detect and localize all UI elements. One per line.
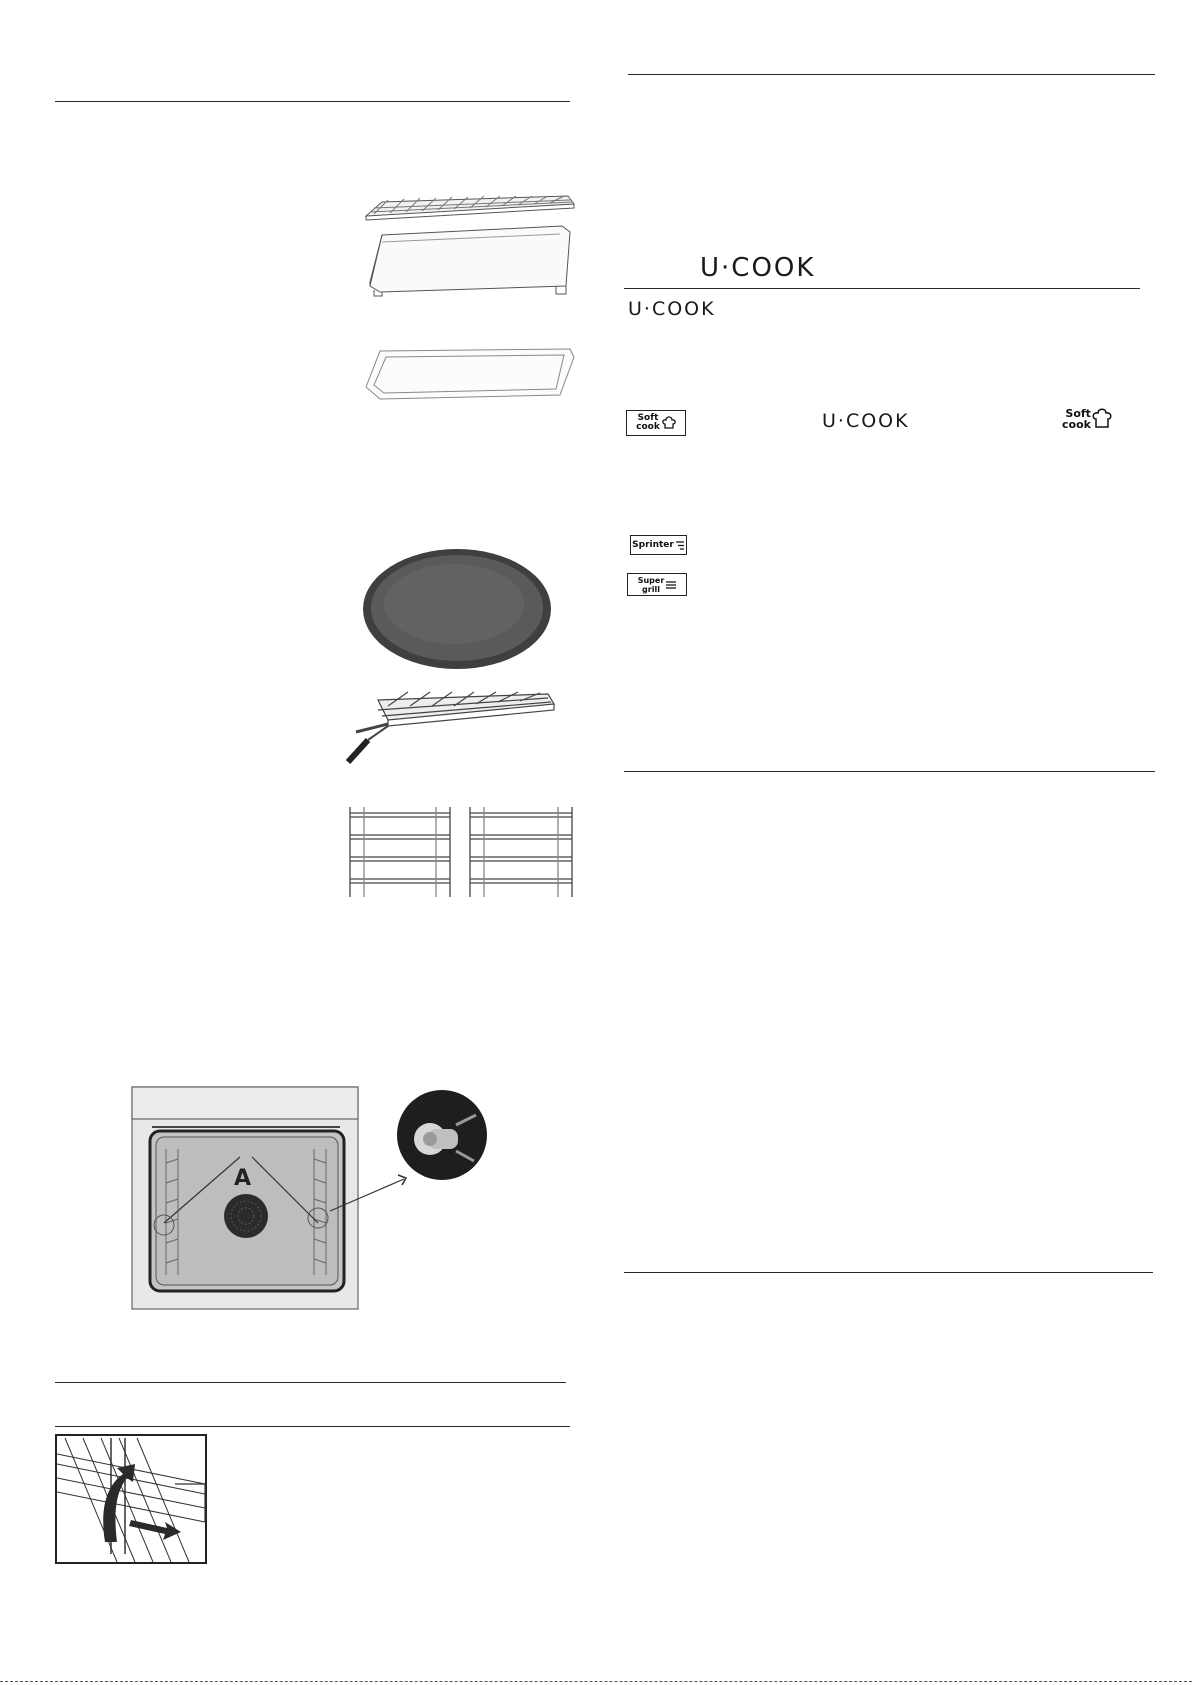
grill-lines-icon <box>666 580 676 590</box>
chef-hat-icon <box>662 416 676 430</box>
shelf-removal-inset-illustration <box>55 1434 207 1564</box>
shallow-tray-illustration <box>360 345 580 401</box>
ucook-logo-inline-1: U·COOK <box>628 298 716 320</box>
section-rule-lower-left-2 <box>55 1426 570 1427</box>
side-rack-rails-illustration <box>346 807 576 899</box>
sprinter-badge: Sprinter <box>630 535 687 555</box>
super-grill-badge: Super grill <box>627 573 687 596</box>
oven-callout-label: A <box>234 1166 252 1191</box>
section-rule-mid-right <box>624 771 1155 772</box>
soft-cook-icon-plain: Soft cook <box>1062 408 1112 430</box>
section-rule-ucook <box>624 288 1140 289</box>
ucook-logo-inline-2: U·COOK <box>822 410 910 432</box>
chef-hat-icon <box>1092 408 1112 430</box>
section-rule-bottom-right <box>624 1272 1153 1273</box>
oven-interior-diagram <box>130 1085 490 1311</box>
soft-cook-badge <box>626 410 686 436</box>
soft-cook-badge-text: Soft cook <box>636 413 660 432</box>
ucook-logo-heading: U·COOK <box>700 253 816 283</box>
speed-lines-icon <box>675 541 685 550</box>
page-cut-line <box>0 1681 1192 1682</box>
section-rule-lower-left-1 <box>55 1382 566 1383</box>
grill-tray-with-handle-illustration <box>348 690 558 762</box>
section-rule-top-left <box>55 101 570 102</box>
section-rule-top-right <box>628 74 1155 75</box>
round-pizza-tray-illustration <box>362 548 552 670</box>
wire-shelf-and-tray-illustration <box>360 190 580 302</box>
